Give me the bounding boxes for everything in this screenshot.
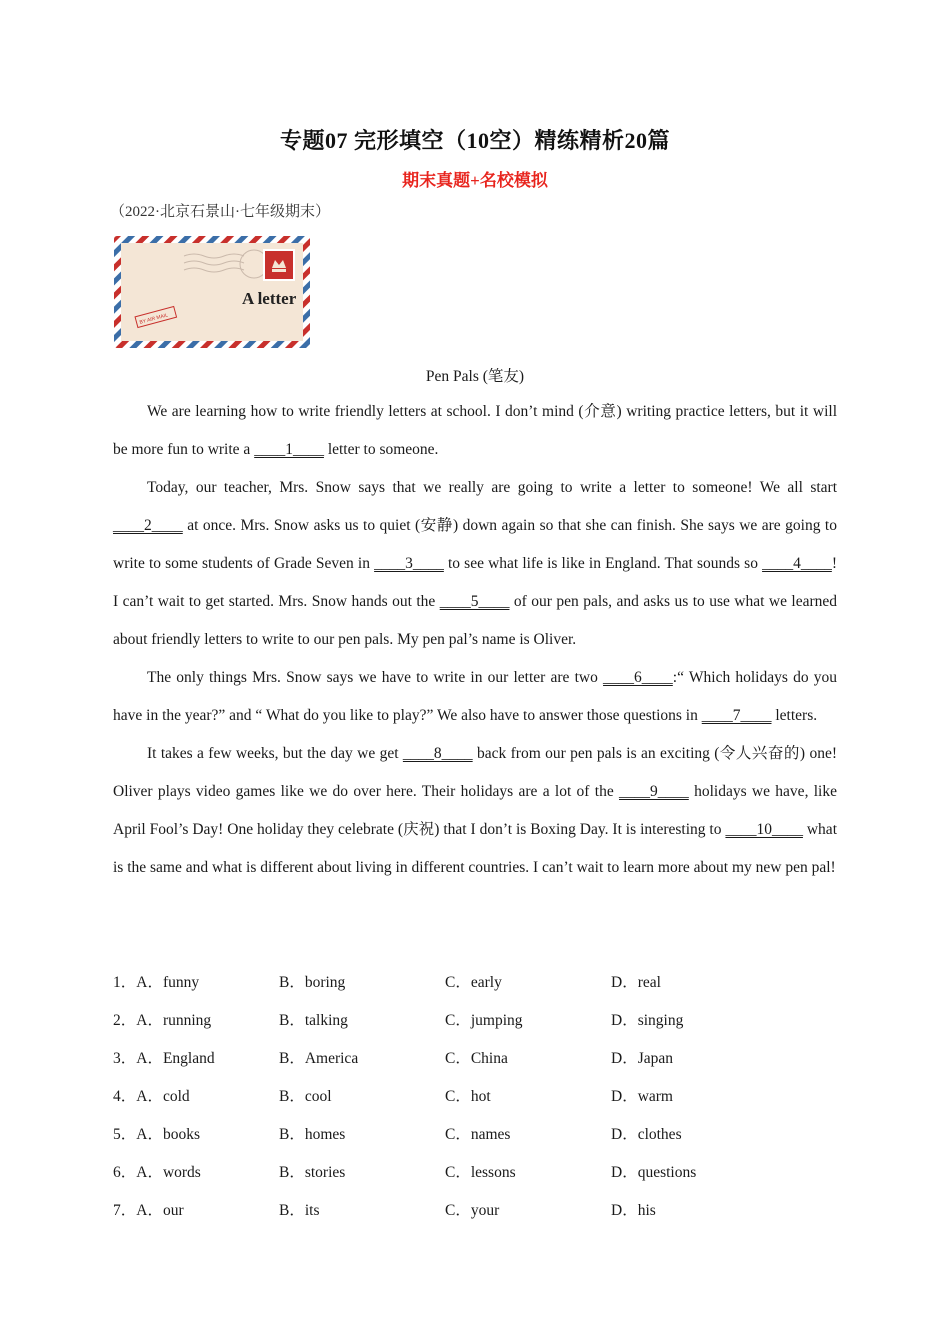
envelope-icon: [114, 236, 310, 348]
passage-body: [113, 393, 837, 887]
paragraph-4: It takes a few weeks, but the day we get ____8____ back from our pen pals is an exciting (令人兴奋的) one! Oliver plays video games like we do over here. Their holidays are a lot of the ____9____ holidays we have, like April Fool’s Day! One holiday they celebrate (庆祝) that I don’t is Boxing Day. It is interesting to ____10____ what is the same and what is different about living in different countries. I can’t wait to learn more about my new pen pal!: [113, 745, 837, 876]
blank-5[interactable]: ____5____: [439, 593, 510, 610]
blank-2[interactable]: ____2____: [113, 517, 183, 534]
option-c[interactable]: C．hot: [445, 1088, 491, 1105]
option-c[interactable]: C．lessons: [445, 1164, 516, 1181]
option-b[interactable]: B．talking: [279, 1012, 348, 1029]
blank-7[interactable]: ____7____: [701, 707, 772, 724]
airmail-text: BY AIR MAIL: [138, 312, 169, 326]
option-row: [113, 1154, 837, 1192]
option-row: [113, 1192, 837, 1230]
passage-title: Pen Pals (笔友): [425, 368, 525, 385]
option-a[interactable]: 5．A．books: [113, 1126, 200, 1143]
option-row: [113, 1002, 837, 1040]
option-a[interactable]: 2．A．running: [113, 1012, 212, 1029]
options-list: [113, 964, 837, 1230]
envelope-text: A letter: [242, 289, 297, 308]
option-d[interactable]: D．clothes: [611, 1126, 682, 1143]
paragraph-2: Today, our teacher, Mrs. Snow says that we really are going to write a letter to someone! We all start ____2____ at once. Mrs. Snow asks us to quiet (安静) down again so that she can finish. She says we are going to write to some students of Grade Seven in ____3____ to see what life is like in England. That sounds so ____4____! I can’t wait to get started. Mrs. Snow hands out the ____5____ of our pen pals, and asks us to use what we learned about friendly letters to write to our pen pals. My pen pal’s name is Oliver.: [113, 479, 838, 648]
option-b[interactable]: B．its: [279, 1202, 320, 1219]
document-subtitle: 期末真题+名校模拟: [402, 171, 548, 190]
option-row: [113, 964, 837, 1002]
option-b[interactable]: B．homes: [279, 1126, 346, 1143]
blank-6[interactable]: ____6____: [603, 669, 673, 686]
option-a[interactable]: 4．A．cold: [113, 1088, 190, 1105]
option-a[interactable]: 6．A．words: [113, 1164, 201, 1181]
option-d[interactable]: D．warm: [611, 1088, 673, 1105]
option-b[interactable]: B．America: [279, 1050, 359, 1067]
option-b[interactable]: B．cool: [279, 1088, 332, 1105]
option-c[interactable]: C．names: [445, 1126, 511, 1143]
blank-8[interactable]: ____8____: [402, 745, 473, 762]
blank-10[interactable]: ____10____: [725, 821, 803, 838]
paragraph-1: We are learning how to write friendly letters at school. I don’t mind (介意) writing practice letters, but it will be more fun to write a ____1____ letter to someone.: [113, 403, 837, 458]
option-c[interactable]: C．early: [445, 974, 502, 991]
option-row: [113, 1116, 837, 1154]
source-note: （2022·北京石景山·七年级期末）: [110, 204, 330, 220]
option-row: [113, 1078, 837, 1116]
option-d[interactable]: D．Japan: [611, 1050, 673, 1067]
option-row: [113, 1040, 837, 1078]
option-c[interactable]: C．your: [445, 1202, 500, 1219]
blank-4[interactable]: ____4____: [762, 555, 832, 572]
option-b[interactable]: B．stories: [279, 1164, 346, 1181]
option-b[interactable]: B．boring: [279, 974, 346, 991]
blank-1[interactable]: ____1____: [254, 441, 324, 458]
option-d[interactable]: D．his: [611, 1202, 656, 1219]
option-d[interactable]: D．singing: [611, 1012, 684, 1029]
option-a[interactable]: 7．A．our: [113, 1202, 184, 1219]
blank-3[interactable]: ____3____: [374, 555, 444, 572]
blank-9[interactable]: ____9____: [619, 783, 689, 800]
document-title: 专题07 完形填空（10空）精练精析20篇: [279, 128, 670, 153]
option-c[interactable]: C．jumping: [445, 1012, 523, 1029]
option-d[interactable]: D．questions: [611, 1164, 697, 1181]
paragraph-3: The only things Mrs. Snow says we have to write in our letter are two ____6____:“ Which holidays do you have in the year?” and “ What do you like to play?” We also have to answer those questions in ____7____ letters.: [113, 669, 838, 724]
option-c[interactable]: C．China: [445, 1050, 508, 1067]
option-a[interactable]: 1．A．funny: [113, 974, 200, 991]
option-a[interactable]: 3．A．England: [113, 1050, 215, 1067]
option-d[interactable]: D．real: [611, 974, 661, 991]
